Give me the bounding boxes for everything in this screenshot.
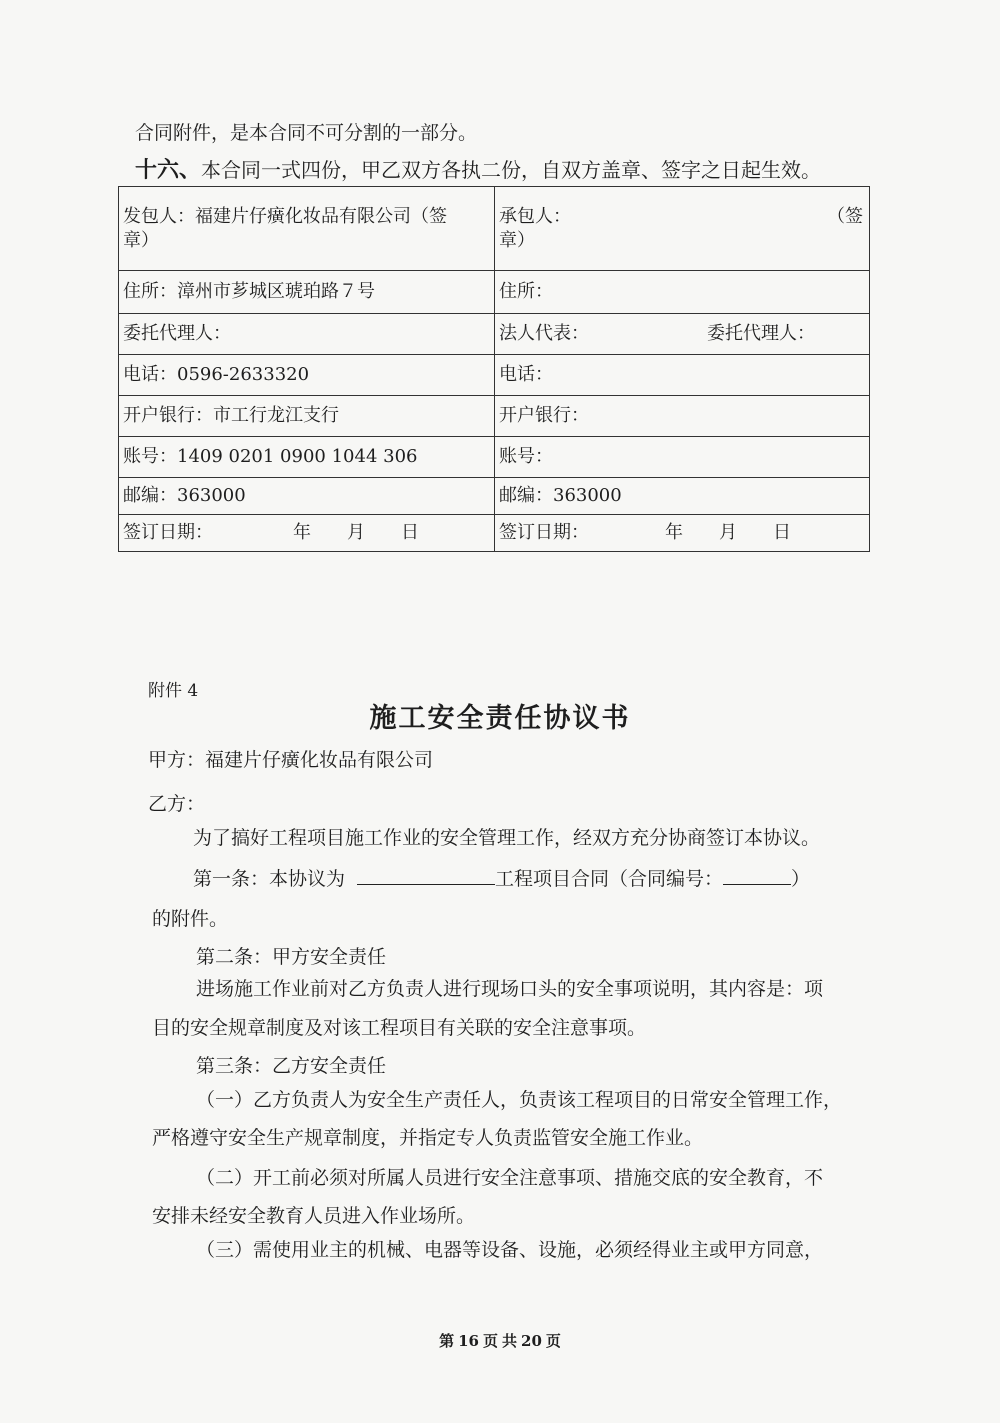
account-left: 账号：1409 0201 0900 1044 306	[119, 437, 495, 478]
clause-16	[135, 157, 821, 183]
article-2-line-2: 目的安全规章制度及对该工程项目有关联的安全注意事项。	[152, 1017, 647, 1039]
day-label: 日	[773, 522, 791, 543]
year-label: 年	[293, 522, 311, 543]
agent-right-label: 委托代理人：	[707, 323, 815, 344]
address-left: 住所：漳州市芗城区琥珀路７号	[119, 271, 495, 314]
clause-16-text: 本合同一式四份，甲乙双方各执二份，自双方盖章、签字之日起生效。	[201, 158, 822, 182]
table-row	[119, 314, 870, 355]
account-right: 账号：	[495, 437, 870, 478]
article-2-title: 第二条：甲方安全责任	[196, 946, 387, 968]
article-1	[193, 864, 810, 892]
contractor-cell	[495, 187, 870, 271]
month-label: 月	[719, 522, 737, 543]
contractor-label: 承包人：	[499, 205, 571, 227]
article-3-item-2-line-1: （二）开工前必须对所属人员进行安全注意事项、措施交底的安全教育，不	[196, 1167, 824, 1189]
article-3-item-1-line-2: 严格遵守安全生产规章制度，并指定专人负责监管安全施工作业。	[152, 1127, 704, 1149]
legal-rep-cell	[495, 314, 870, 355]
current-page: 16	[458, 1332, 479, 1350]
footer-ye: 页	[482, 1332, 498, 1350]
party-b: 乙方：	[148, 793, 206, 815]
footer-di: 第	[439, 1332, 455, 1350]
party-a: 甲方：福建片仔癀化妆品有限公司	[148, 749, 434, 771]
legal-rep-label: 法人代表：	[499, 323, 589, 344]
bank-right: 开户银行：	[495, 396, 870, 437]
sign-date-label: 签订日期：	[499, 522, 589, 543]
sign-date-label: 签订日期：	[123, 522, 213, 543]
article-1-part-c: ）	[791, 868, 811, 890]
contract-line-1: 合同附件，是本合同不可分割的一部分。	[135, 122, 478, 144]
agreement-title: 施工安全责任协议书	[369, 703, 631, 734]
sign-date-right	[495, 515, 870, 552]
article-1-continued: 的附件。	[152, 908, 229, 930]
contractor-stamp-open: （签	[827, 205, 863, 227]
employer-cell	[119, 187, 495, 271]
table-row	[119, 515, 870, 552]
employer-line-2: 章）	[123, 229, 159, 251]
total-pages: 20	[521, 1332, 542, 1350]
year-label: 年	[665, 522, 683, 543]
bank-left: 开户银行：市工行龙江支行	[119, 396, 495, 437]
footer-ye: 页	[545, 1332, 561, 1350]
article-3-item-2-line-2: 安排未经安全教育人员进入作业场所。	[152, 1205, 476, 1227]
agent-left: 委托代理人：	[119, 314, 495, 355]
project-name-blank[interactable]	[357, 864, 495, 885]
intro-paragraph: 为了搞好工程项目施工作业的安全管理工作，经双方充分协商签订本协议。	[193, 827, 821, 849]
signature-table	[118, 186, 870, 552]
address-right: 住所：	[495, 271, 870, 314]
table-row	[119, 478, 870, 515]
sign-date-left	[119, 515, 495, 552]
table-row	[119, 396, 870, 437]
page-number-footer	[0, 1330, 1000, 1351]
table-row	[119, 187, 870, 271]
contract-number-blank[interactable]	[723, 864, 791, 885]
article-3-item-3-line-1: （三）需使用业主的机械、电器等设备、设施，必须经得业主或甲方同意，	[196, 1239, 824, 1261]
contractor-line-2: 章）	[499, 229, 535, 251]
article-3-title: 第三条：乙方安全责任	[196, 1055, 387, 1077]
postcode-right: 邮编：363000	[495, 478, 870, 515]
day-label: 日	[401, 522, 419, 543]
table-row	[119, 437, 870, 478]
article-3-item-1-line-1: （一）乙方负责人为安全生产责任人，负责该工程项目的日常安全管理工作，	[196, 1089, 843, 1111]
month-label: 月	[347, 522, 365, 543]
postcode-left: 邮编：363000	[119, 478, 495, 515]
article-1-part-a: 第一条：本协议为	[193, 868, 346, 890]
table-row	[119, 271, 870, 314]
employer-line-1: 发包人：福建片仔癀化妆品有限公司（签	[123, 205, 447, 227]
article-2-line-1: 进场施工作业前对乙方负责人进行现场口头的安全事项说明，其内容是：项	[196, 978, 824, 1000]
article-1-part-b: 工程项目合同（合同编号：	[495, 868, 724, 890]
table-row	[119, 355, 870, 396]
phone-left: 电话：0596-2633320	[119, 355, 495, 396]
footer-gong: 共	[502, 1332, 518, 1350]
clause-16-number: 十六、	[135, 157, 202, 183]
phone-right: 电话：	[495, 355, 870, 396]
attachment-label: 附件 4	[148, 681, 199, 701]
